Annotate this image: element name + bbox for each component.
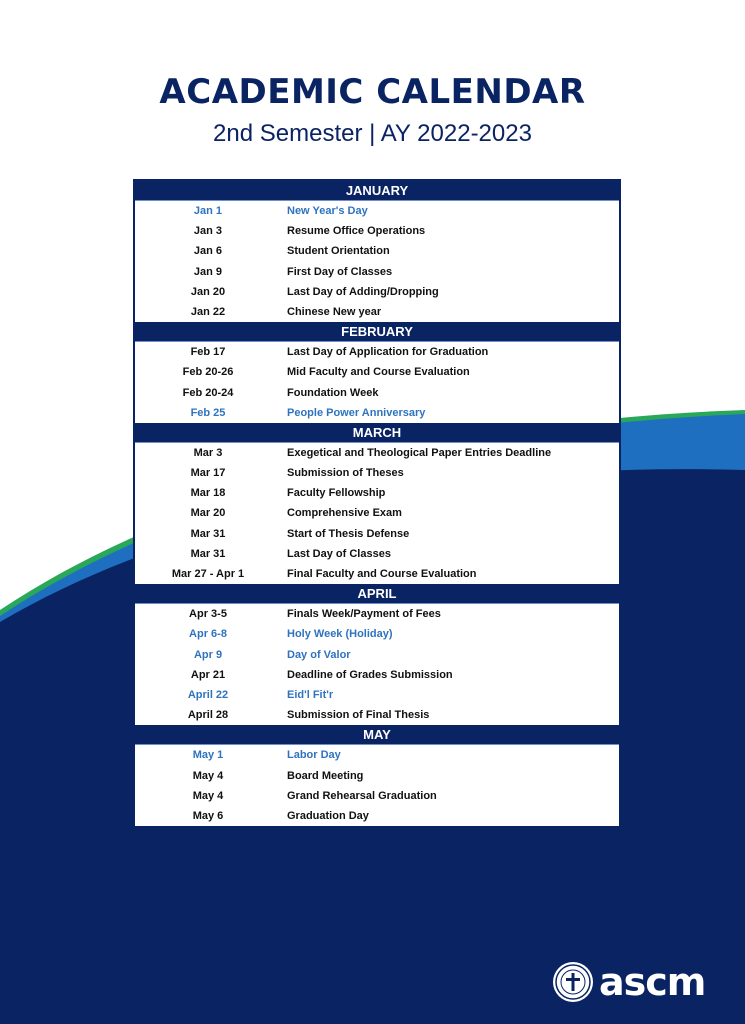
calendar-row <box>135 241 619 261</box>
event-date: Jan 1 <box>193 205 223 217</box>
calendar-row <box>135 705 619 725</box>
event-name: Final Faculty and Course Evaluation <box>287 568 477 580</box>
calendar-row <box>135 544 619 564</box>
event-name: Finals Week/Payment of Fees <box>287 608 441 621</box>
event-date: Apr 9 <box>193 648 223 661</box>
event-date: Feb 20-24 <box>182 386 234 399</box>
month-header-april: APRIL <box>135 584 619 604</box>
calendar-row <box>135 645 619 665</box>
event-date: Jan 20 <box>190 285 226 298</box>
calendar-row <box>135 383 619 403</box>
event-name: Eid'l Fit'r <box>287 688 334 701</box>
school-seal-icon <box>553 962 593 1002</box>
event-name: Last Day of Classes <box>287 547 391 560</box>
calendar-row <box>135 766 619 786</box>
calendar-row <box>135 685 619 705</box>
calendar-row <box>135 745 619 765</box>
calendar-row <box>135 262 619 282</box>
event-name: Mid Faculty and Course Evaluation <box>287 366 470 379</box>
event-date: Apr 3-5 <box>189 608 227 621</box>
calendar-table <box>133 179 621 828</box>
event-name: Foundation Week <box>287 386 379 399</box>
month-header-march: MARCH <box>135 423 619 443</box>
event-date: Mar 18 <box>190 487 226 500</box>
event-name: Start of Thesis Defense <box>287 527 410 540</box>
event-name: Grand Rehearsal Graduation <box>287 789 437 802</box>
calendar-row <box>135 524 619 544</box>
calendar-row <box>135 503 619 523</box>
event-date: Mar 20 <box>190 507 226 520</box>
calendar-row <box>135 201 619 221</box>
event-date: Mar 17 <box>190 467 226 480</box>
event-date: Jan 9 <box>193 265 223 278</box>
event-name: First Day of Classes <box>287 265 393 278</box>
event-name: Exegetical and Theological Paper Entries Deadline <box>287 446 552 459</box>
month-header-may: MAY <box>135 725 619 745</box>
calendar-row <box>135 806 619 826</box>
event-name: Submission of Theses <box>287 467 404 480</box>
month-header-january: JANUARY <box>135 181 619 201</box>
page-title: ACADEMIC CALENDAR <box>159 72 586 112</box>
event-name: Board Meeting <box>287 769 364 782</box>
event-date: May 6 <box>192 809 224 822</box>
event-name: Labor Day <box>287 749 341 762</box>
calendar-row <box>135 483 619 503</box>
event-date: Feb 20-26 <box>182 366 234 379</box>
calendar-row <box>135 221 619 241</box>
event-date: May 4 <box>192 789 224 802</box>
month-header-february: FEBRUARY <box>135 322 619 342</box>
logo-text: ascm <box>599 960 706 1004</box>
event-date: Feb 17 <box>190 346 226 359</box>
event-date: Apr 6-8 <box>189 628 227 641</box>
event-name: Chinese New year <box>287 305 382 318</box>
event-name: Comprehensive Exam <box>287 507 402 520</box>
event-name: New Year's Day <box>287 205 368 217</box>
calendar-row <box>135 786 619 806</box>
page-subtitle: 2nd Semester | AY 2022-2023 <box>213 120 532 147</box>
calendar-row <box>135 403 619 423</box>
event-name: Day of Valor <box>287 648 351 661</box>
calendar-row <box>135 282 619 302</box>
event-date: May 4 <box>192 769 224 782</box>
event-name: Last Day of Adding/Dropping <box>287 285 439 298</box>
calendar-row <box>135 564 619 584</box>
event-date: Jan 3 <box>193 225 223 238</box>
event-date: Mar 27 - Apr 1 <box>171 568 245 580</box>
calendar-row <box>135 665 619 685</box>
calendar-row <box>135 624 619 644</box>
event-date: Mar 31 <box>190 547 226 560</box>
calendar-row <box>135 362 619 382</box>
event-name: Last Day of Application for Graduation <box>287 346 489 359</box>
event-name: Submission of Final Thesis <box>287 709 430 722</box>
event-name: Student Orientation <box>287 245 390 258</box>
calendar-row <box>135 443 619 463</box>
calendar-row <box>135 302 619 322</box>
event-name: People Power Anniversary <box>287 406 426 419</box>
event-name: Resume Office Operations <box>287 225 426 238</box>
event-date: May 1 <box>192 749 224 762</box>
event-date: April 28 <box>187 709 229 722</box>
event-date: Mar 3 <box>193 446 223 459</box>
event-name: Faculty Fellowship <box>287 487 386 500</box>
event-date: Mar 31 <box>190 527 226 540</box>
event-name: Holy Week (Holiday) <box>287 628 393 641</box>
event-date: April 22 <box>187 688 229 701</box>
event-date: Apr 21 <box>190 668 226 681</box>
event-name: Graduation Day <box>287 809 369 822</box>
event-name: Deadline of Grades Submission <box>287 668 453 681</box>
calendar-row <box>135 604 619 624</box>
calendar-row <box>135 463 619 483</box>
event-date: Jan 6 <box>193 245 223 258</box>
calendar-row <box>135 342 619 362</box>
logo <box>553 960 705 1004</box>
event-date: Jan 22 <box>190 305 226 318</box>
event-date: Feb 25 <box>190 406 226 419</box>
